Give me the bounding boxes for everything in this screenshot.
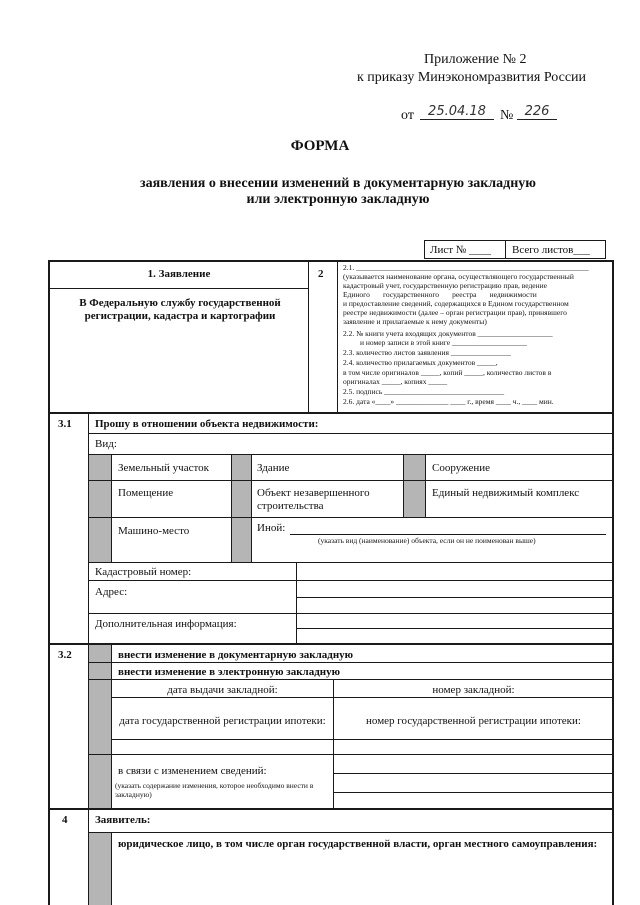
checkbox-doc-mortgage[interactable] xyxy=(89,645,111,662)
mortgage-number-label: номер закладной: xyxy=(432,684,515,696)
reg-number-label: номер государственной регистрации ипотеки: xyxy=(366,715,581,727)
section-3-1-number: 3.1 xyxy=(58,418,72,430)
cadastral-number-label: Кадастровый номер: xyxy=(95,566,192,578)
note-line-3: Единого государственного реестра недвижимости xyxy=(343,290,537,299)
option-parking: Машино-место xyxy=(118,525,190,537)
field-2-4c: оригиналах _____, копиях _____ xyxy=(343,377,448,386)
checkbox-parking[interactable] xyxy=(89,518,111,562)
order-number-prefix: № xyxy=(500,108,514,123)
legal-entity-label: юридическое лицо, в том числе орган государственной власти, орган местного самоуправления: xyxy=(118,838,598,850)
field-2-6: 2.6. дата «____» ______________ ____ г., время ____ ч., ____ мин. xyxy=(343,397,554,406)
note-line-4: и предоставление сведений, содержащихся в Едином государственном xyxy=(343,299,569,308)
cell-gray-3-2a xyxy=(89,680,111,754)
additional-info-label: Дополнительная информация: xyxy=(95,618,237,630)
reg-date-label: дата государственной регистрации ипотеки: xyxy=(119,715,326,727)
option-premises: Помещение xyxy=(118,487,174,499)
field-2-2: 2.2. № книги учета входящих документов ____________________ xyxy=(343,329,553,338)
checkbox-structure[interactable] xyxy=(403,455,425,480)
option-unfinished: Объект незавершенного строительства xyxy=(257,487,370,512)
change-note: (указать содержание изменения, которое необходимо внести в закладную) xyxy=(115,781,314,799)
note-line-5: реестре недвижимости (далее – орган регистрации прав), принявшего xyxy=(343,308,567,317)
form-subtitle-1: заявления о внесении изменений в документарную закладную xyxy=(139,176,537,191)
checkbox-legal-entity[interactable] xyxy=(89,833,111,905)
checkbox-other[interactable] xyxy=(231,518,251,562)
section-3-1-title: Прошу в отношении объекта недвижимости: xyxy=(95,418,319,430)
option-land: Земельный участок xyxy=(118,462,209,474)
order-number-value: 226 xyxy=(517,104,557,120)
address-label: Адрес: xyxy=(95,586,128,598)
option-structure: Сооружение xyxy=(432,462,491,474)
section-1-addressee: В Федеральную службу государственной регистрации, кадастра и картографии xyxy=(79,297,281,322)
order-date-prefix: от xyxy=(401,108,414,123)
appendix-label: Приложение № 2 xyxy=(424,52,527,67)
field-2-4b: в том числе оригиналов _____, копий _____, количество листов в xyxy=(343,368,552,377)
note-line-1: (указывается наименование органа, осуществляющего государственный xyxy=(343,272,574,281)
checkbox-land[interactable] xyxy=(89,455,111,480)
option-complex: Единый недвижимый комплекс xyxy=(432,487,580,499)
order-date-value: 25.04.18 xyxy=(420,104,494,120)
field-2-2b: и номер записи в этой книге ____________________ xyxy=(360,338,527,347)
field-2-3: 2.3. количество листов заявления ________________ xyxy=(343,348,511,357)
form-title: ФОРМА xyxy=(290,138,350,154)
section-1-title: 1. Заявление xyxy=(147,268,211,280)
other-note: (указать вид (наименование) объекта, если он не поименован выше) xyxy=(318,536,536,545)
checkbox-unfinished[interactable] xyxy=(231,481,251,517)
section-4-title: Заявитель: xyxy=(95,814,151,826)
order-label: к приказу Минэкономразвития России xyxy=(357,70,587,85)
field-2-4: 2.4. количество прилагаемых документов _____, xyxy=(343,358,498,367)
checkbox-building[interactable] xyxy=(231,455,251,480)
checkbox-complex[interactable] xyxy=(403,481,425,517)
field-2-5: 2.5. подпись ________________________________ xyxy=(343,387,505,396)
sheets-total-label: Всего листов___ xyxy=(512,244,590,256)
checkbox-el-mortgage[interactable] xyxy=(89,663,111,679)
kind-label: Вид: xyxy=(95,438,117,450)
sheet-number-label: Лист № ____ xyxy=(430,244,492,256)
option-doc-mortgage: внести изменение в документарную закладную xyxy=(118,649,354,661)
issue-date-label: дата выдачи закладной: xyxy=(167,684,278,696)
field-2-1: 2.1. ______________________________________________________________ xyxy=(343,263,589,272)
form-subtitle-2: или электронную закладную xyxy=(246,192,430,207)
note-line-2: кадастровый учет, государственную регистрацию прав, ведение xyxy=(343,281,547,290)
option-other: Иной: xyxy=(257,522,286,534)
checkbox-premises[interactable] xyxy=(89,481,111,517)
section-2-number: 2 xyxy=(318,268,324,280)
section-3-2-number: 3.2 xyxy=(58,649,72,661)
change-label: в связи с изменением сведений: xyxy=(118,765,267,777)
checkbox-change[interactable] xyxy=(89,755,111,809)
option-building: Здание xyxy=(257,462,290,474)
section-4-number: 4 xyxy=(62,814,68,826)
note-line-6: заявление и прилагаемые к нему документы) xyxy=(343,317,487,326)
option-el-mortgage: внести изменение в электронную закладную xyxy=(118,666,341,678)
